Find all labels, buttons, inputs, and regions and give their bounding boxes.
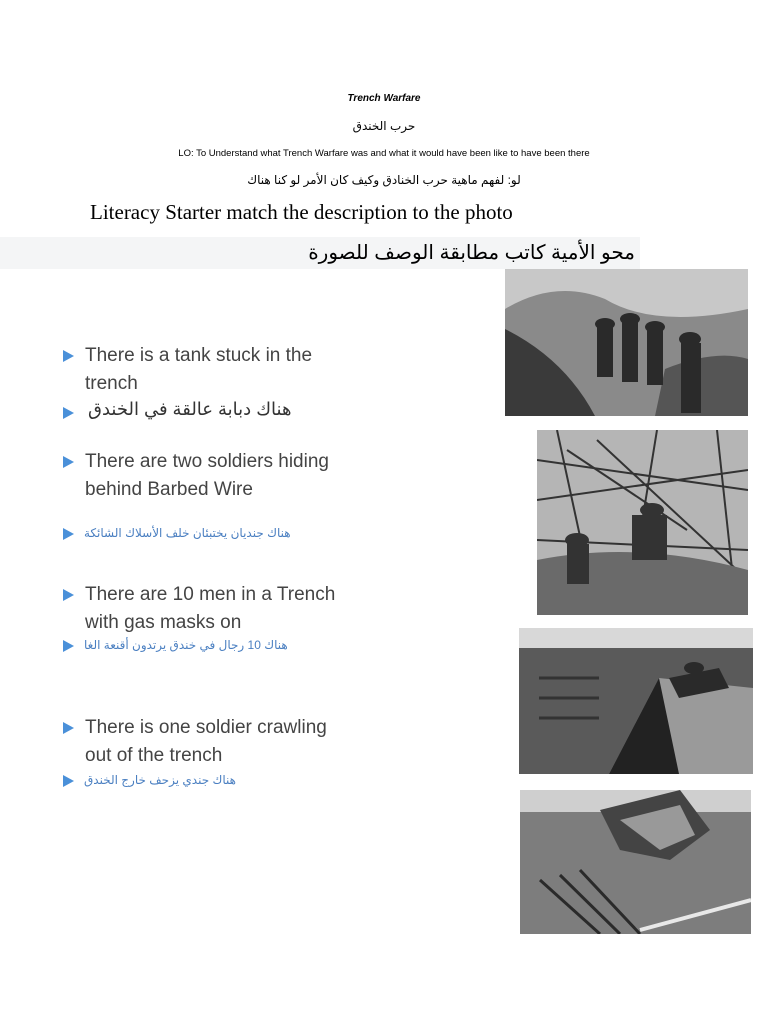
description-line: out of the trench [85, 745, 223, 766]
photo-trench-crawling [519, 628, 753, 774]
photo-soldiers-gas-masks [505, 269, 748, 416]
photo-tank-stuck [520, 790, 751, 934]
page-title-arabic: حرب الخندق [352, 119, 416, 133]
description-item [85, 581, 385, 637]
bullet-arrow-icon [63, 775, 74, 787]
description-line: behind Barbed Wire [85, 479, 253, 500]
page-title: Trench Warfare [347, 93, 421, 104]
description-line: with gas masks on [85, 612, 242, 633]
bullet-arrow-icon [63, 407, 74, 419]
description-line: There is one soldier crawling [85, 717, 327, 738]
description-arabic: هناك جنديان يختبئان خلف الأسلاك الشائكة [84, 526, 291, 540]
bullet-arrow-icon [63, 722, 74, 734]
learning-objective-arabic: لو: لفهم ماهية حرب الخنادق وكيف كان الأمر لو كنا هناك [247, 173, 521, 187]
bullet-arrow-icon [63, 589, 74, 601]
bullet-arrow-icon [63, 350, 74, 362]
description-item [85, 714, 385, 770]
description-item [85, 448, 385, 504]
bullet-arrow-icon [63, 640, 74, 652]
starter-heading-arabic: محو الأمية كاتب مطابقة الوصف للصورة [308, 242, 635, 264]
description-arabic: هناك 10 رجال في خندق يرتدون أقنعة الغا [84, 638, 288, 652]
photo-soldiers-barbed-wire [537, 430, 748, 615]
learning-objective: LO: To Understand what Trench Warfare was and what it would have been like to have been there [178, 148, 590, 159]
description-arabic: هناك دبابة عالقة في الخندق [88, 399, 292, 419]
description-line: There are 10 men in a Trench [85, 584, 336, 605]
description-line: trench [85, 373, 138, 394]
bullet-arrow-icon [63, 456, 74, 468]
starter-heading: Literacy Starter match the description to the photo [90, 200, 513, 224]
bullet-arrow-icon [63, 528, 74, 540]
description-line: There is a tank stuck in the [85, 345, 313, 366]
description-arabic: هناك جندي يزحف خارج الخندق [84, 773, 236, 787]
description-item [85, 342, 385, 398]
description-line: There are two soldiers hiding [85, 451, 329, 472]
